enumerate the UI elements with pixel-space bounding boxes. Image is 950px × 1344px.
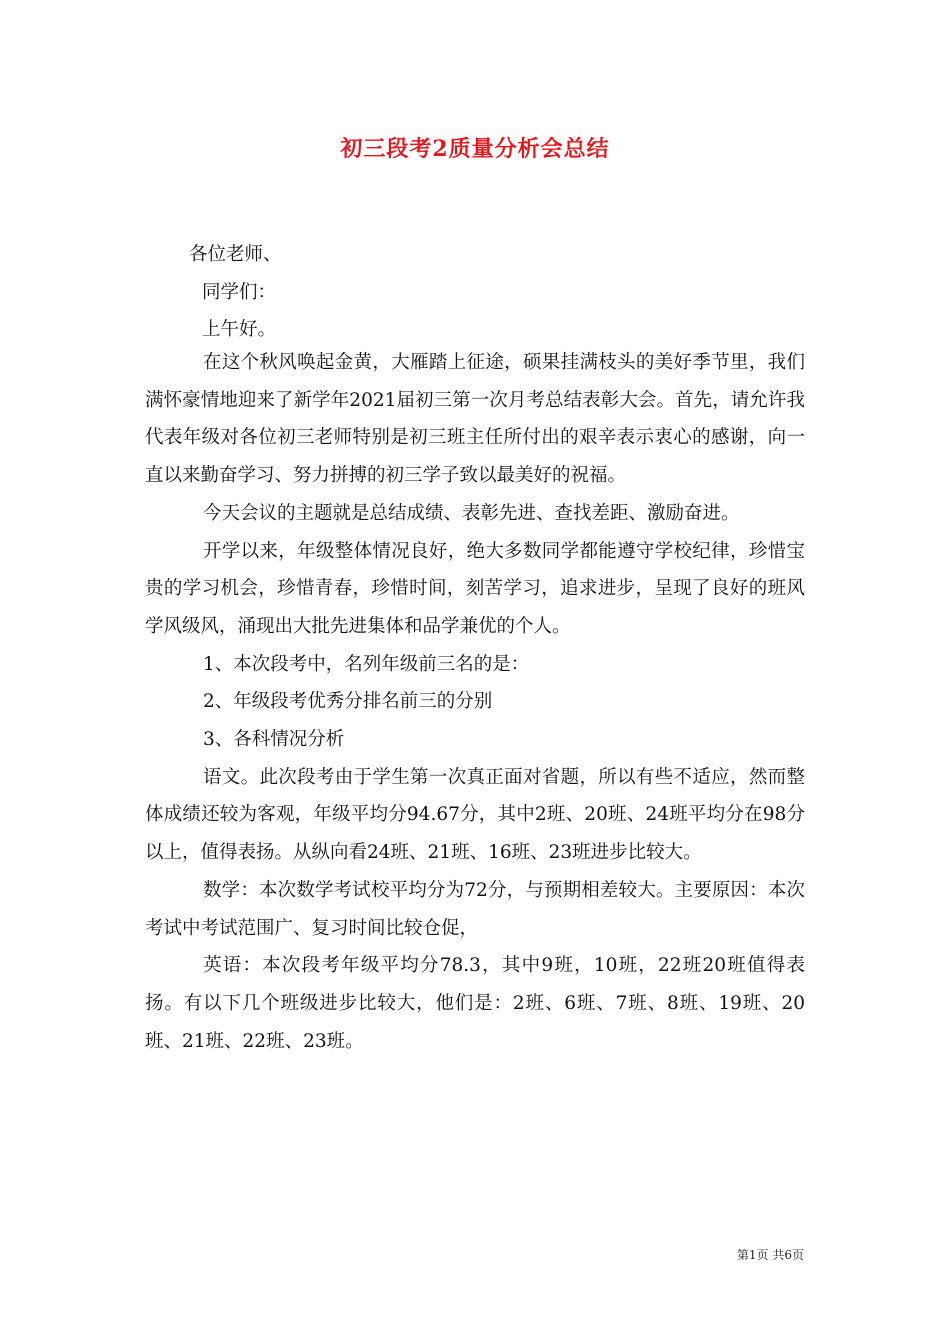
- list-item-subject-analysis: 3、各科情况分析: [203, 729, 345, 751]
- page-number: 第1页 共6页: [736, 1248, 804, 1262]
- document-body: [145, 344, 805, 1060]
- paragraph-theme: 今天会议的主题就是总结成绩、表彰先进、查找差距、激励奋进。: [203, 502, 740, 524]
- document-title: 初三段考2质量分析会总结: [340, 136, 610, 162]
- salutation-greeting: 上午好。: [202, 319, 277, 340]
- paragraph-chinese: 语文。此次段考由于学生第一次真正面对省题，所以有些不适应，然而整体成绩还较为客观，年级平均分94.67分，其中2班、20班、24班平均分在98分以上，值得表扬。从纵向看24班、21班、16班、23班进步比较大。: [145, 766, 805, 864]
- paragraph-math: 数学：本次数学考试校平均分为72分，与预期相差较大。主要原因：本次考试中考试范围广、复习时间比较仓促，: [145, 879, 805, 939]
- paragraph-overview: 开学以来，年级整体情况良好，绝大多数同学都能遵守学校纪律，珍惜宝贵的学习机会，珍惜青春，珍惜时间，刻苦学习，追求进步，呈现了良好的班风学风级风，涌现出大批先进集体和品学兼优的个人。: [145, 540, 805, 637]
- list-item-top-three: 1、本次段考中，名列年级前三名的是：: [203, 653, 530, 675]
- salutation-teachers: 各位老师、: [189, 244, 282, 265]
- paragraph-english: 英语：本次段考年级平均分78.3，其中9班，10班，22班20班值得表扬。有以下几个班级进步比较大，他们是：2班、6班、7班、8班、19班、20班、21班、22班、23班。: [145, 955, 805, 1052]
- list-item-excellent-ranking: 2、年级段考优秀分排名前三的分别: [203, 691, 493, 713]
- paragraph-intro: 在这个秋风唤起金黄，大雁踏上征途，硕果挂满枝头的美好季节里，我们满怀豪情地迎来了新学年2021届初三第一次月考总结表彰大会。首先，请允许我代表年级对各位初三老师特别是初三班主任所付出的艰辛表示衷心的感谢，向一直以来勤奋学习、努力拼搏的初三学子致以最美好的祝福。: [145, 352, 805, 487]
- salutation-students: 同学们：: [202, 282, 277, 303]
